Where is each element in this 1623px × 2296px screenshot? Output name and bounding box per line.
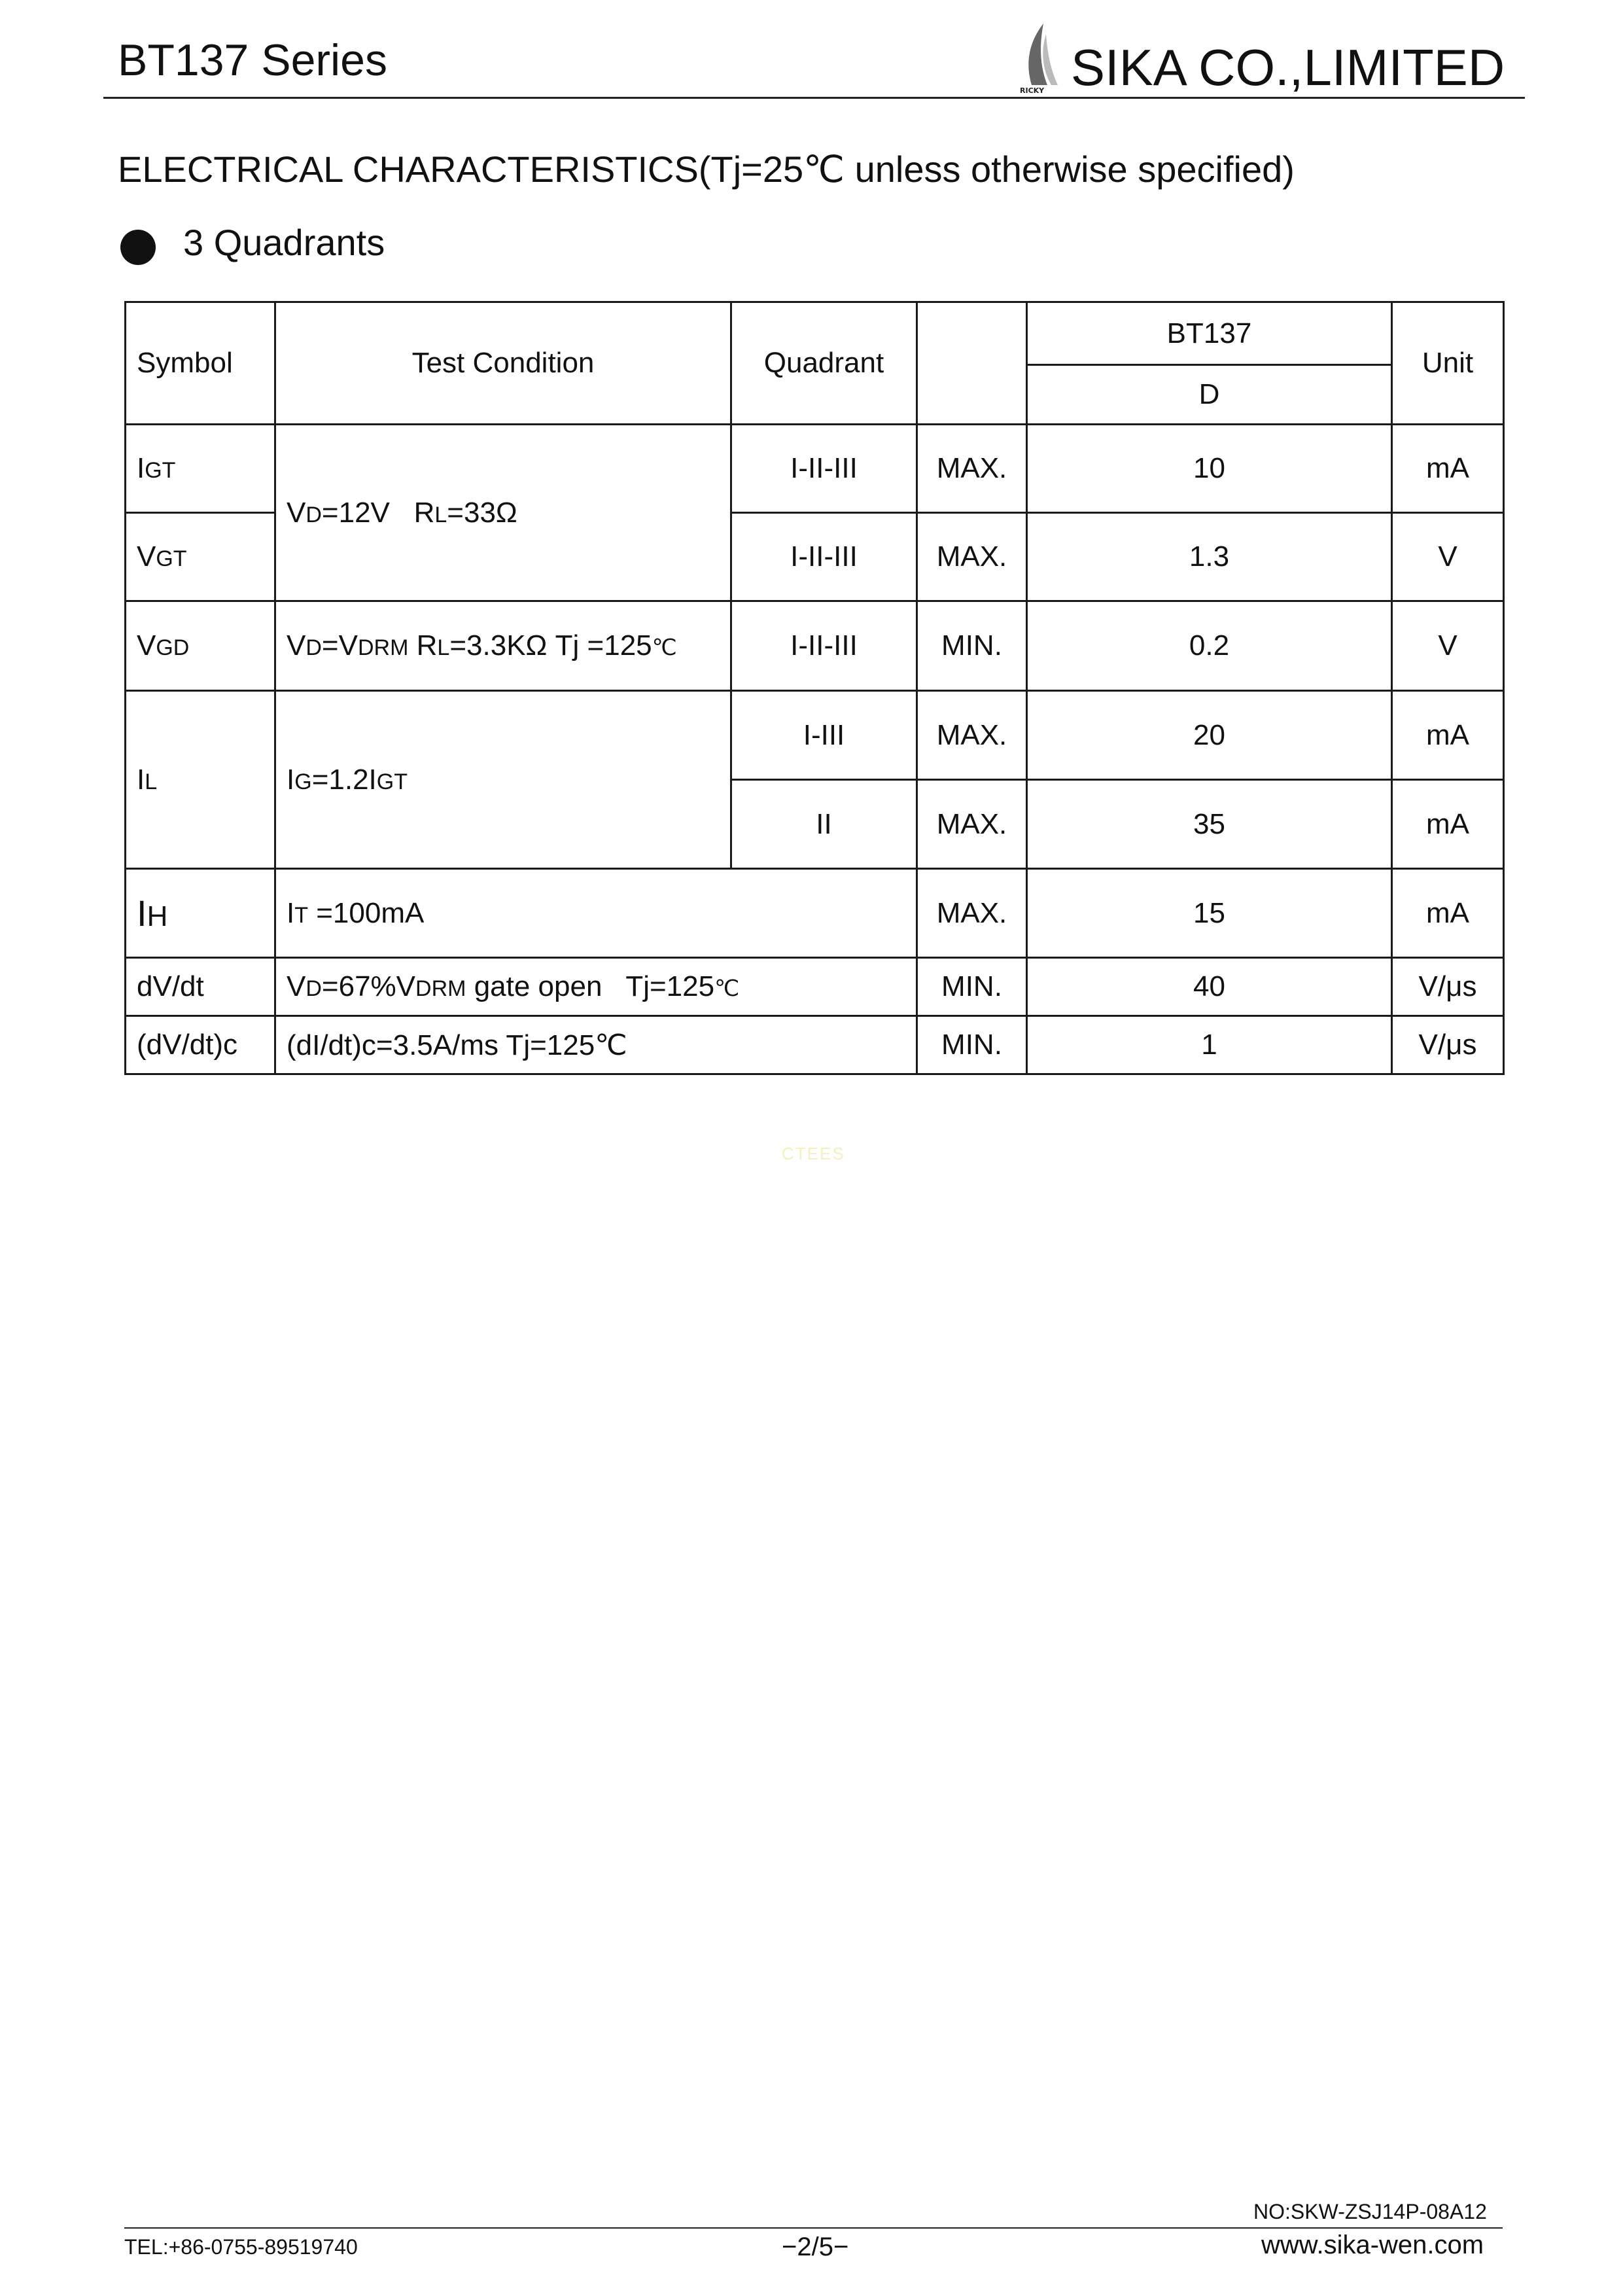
series-title: BT137 Series xyxy=(118,35,387,85)
electrical-characteristics-table xyxy=(124,301,1505,1075)
symbol-vgd: VGD xyxy=(126,601,275,691)
symbol-vgt: VGT xyxy=(126,513,275,601)
header-blank xyxy=(917,302,1027,425)
quadrant-cell: II xyxy=(731,780,917,869)
symbol-dvdt: dV/dt xyxy=(126,958,275,1016)
condition-dvdt: VD=67%VDRM gate open Tj=125℃ xyxy=(275,958,917,1016)
unit-cell: V xyxy=(1392,513,1504,601)
unit-cell: V xyxy=(1392,601,1504,691)
limit-cell: MAX. xyxy=(917,425,1027,513)
unit-cell: mA xyxy=(1392,691,1504,780)
page-number: −2/5− xyxy=(782,2233,849,2261)
limit-cell: MAX. xyxy=(917,780,1027,869)
value-cell: 1.3 xyxy=(1027,513,1392,601)
condition-il: IG=1.2IGT xyxy=(275,691,731,869)
unit-cell: V/μs xyxy=(1392,958,1504,1016)
value-cell: 20 xyxy=(1027,691,1392,780)
bullet-dot-icon xyxy=(120,230,156,265)
logo-text: RICKY xyxy=(1020,86,1045,94)
condition-vgd: VD=VDRM RL=3.3KΩ Tj =125℃ xyxy=(275,601,731,691)
unit-cell: mA xyxy=(1392,425,1504,513)
value-cell: 35 xyxy=(1027,780,1392,869)
limit-cell: MIN. xyxy=(917,1016,1027,1074)
company-name: SIKA CO.,LIMITED xyxy=(1071,39,1505,96)
document-number: NO:SKW-ZSJ14P-08A12 xyxy=(1253,2200,1487,2223)
header-unit: Unit xyxy=(1392,302,1504,425)
quadrant-cell: I-II-III xyxy=(731,513,917,601)
unit-cell: mA xyxy=(1392,869,1504,958)
symbol-igt: IGT xyxy=(126,425,275,513)
footer-telephone: TEL:+86-0755-89519740 xyxy=(124,2235,358,2259)
value-cell: 1 xyxy=(1027,1016,1392,1074)
limit-cell: MIN. xyxy=(917,601,1027,691)
limit-cell: MAX. xyxy=(917,691,1027,780)
table-row xyxy=(126,601,1504,691)
unit-cell: V/μs xyxy=(1392,1016,1504,1074)
header-test-condition: Test Condition xyxy=(275,302,731,425)
unit-cell: mA xyxy=(1392,780,1504,869)
table-row xyxy=(126,958,1504,1016)
header-symbol: Symbol xyxy=(126,302,275,425)
limit-cell: MAX. xyxy=(917,869,1027,958)
table-row xyxy=(126,1016,1504,1074)
quadrant-cell: I-II-III xyxy=(731,425,917,513)
value-cell: 0.2 xyxy=(1027,601,1392,691)
value-cell: 10 xyxy=(1027,425,1392,513)
quadrant-cell: I-II-III xyxy=(731,601,917,691)
table-row xyxy=(126,869,1504,958)
header-part: BT137 xyxy=(1027,302,1392,365)
symbol-il: IL xyxy=(126,691,275,869)
sail-logo-icon xyxy=(1017,22,1063,94)
header-grade: D xyxy=(1027,365,1392,425)
quadrant-cell: I-III xyxy=(731,691,917,780)
company-header xyxy=(1017,20,1527,98)
header-rule xyxy=(103,97,1525,99)
footer-rule xyxy=(124,2227,1503,2229)
condition-ih: IT =100mA xyxy=(275,869,917,958)
limit-cell: MIN. xyxy=(917,958,1027,1016)
symbol-dvdtc: (dV/dt)c xyxy=(126,1016,275,1074)
condition-dvdtc: (dI/dt)c=3.5A/ms Tj=125℃ xyxy=(275,1016,917,1074)
symbol-ih: IH xyxy=(126,869,275,958)
footer-website: www.sika-wen.com xyxy=(1261,2231,1484,2259)
watermark: CTEES xyxy=(782,1144,845,1163)
table-row xyxy=(126,691,1504,780)
value-cell: 40 xyxy=(1027,958,1392,1016)
table-row xyxy=(126,425,1504,513)
limit-cell: MAX. xyxy=(917,513,1027,601)
section-title: ELECTRICAL CHARACTERISTICS(Tj=25℃ unless otherwise specified) xyxy=(118,149,1295,190)
bullet-text: 3 Quadrants xyxy=(183,222,385,263)
condition-igt-vgt: VD=12V RL=33Ω xyxy=(275,425,731,601)
header-quadrant: Quadrant xyxy=(731,302,917,425)
value-cell: 15 xyxy=(1027,869,1392,958)
